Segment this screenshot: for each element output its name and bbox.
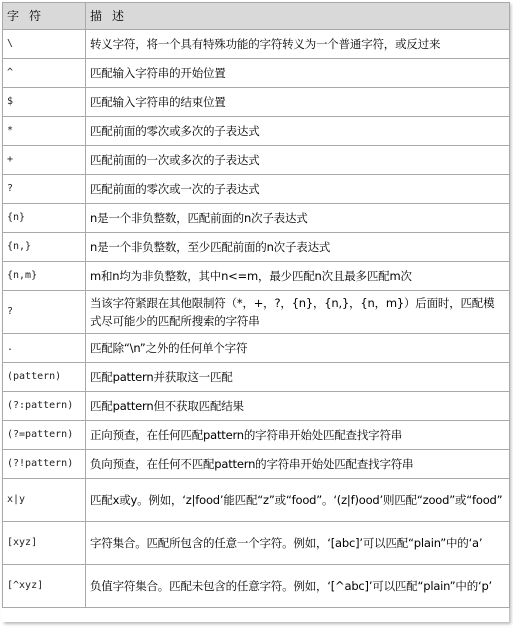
- table-row: [3, 30, 510, 59]
- row-description: 匹配前面的一次或多次的子表达式: [86, 146, 510, 175]
- table-row: [3, 291, 510, 334]
- row-description: n是一个非负整数，至少匹配前面的n次子表达式: [86, 233, 510, 262]
- row-symbol: [xyz]: [3, 522, 86, 565]
- row-description: 匹配pattern并获取这一匹配: [86, 363, 510, 392]
- row-description: 匹配pattern但不获取匹配结果: [86, 392, 510, 421]
- table-row: [3, 233, 510, 262]
- row-symbol: (?=pattern): [3, 421, 86, 450]
- row-description: 匹配输入字符串的结束位置: [86, 88, 510, 117]
- row-description: 负值字符集合。匹配未包含的任意字符。例如，‘[^abc]’可以匹配“plain”中的‘p’: [86, 565, 510, 608]
- row-description: 匹配前面的零次或一次的子表达式: [86, 175, 510, 204]
- table-row: [3, 175, 510, 204]
- header-symbol: 字符: [3, 3, 86, 30]
- row-description: 匹配前面的零次或多次的子表达式: [86, 117, 510, 146]
- table-row: [3, 479, 510, 522]
- table-row: [3, 146, 510, 175]
- row-description: 匹配除“\n”之外的任何单个字符: [86, 334, 510, 363]
- table-row: [3, 204, 510, 233]
- row-description: m和n均为非负整数，其中n<=m，最少匹配n次且最多匹配m次: [86, 262, 510, 291]
- row-symbol: x|y: [3, 479, 86, 522]
- row-symbol: ?: [3, 175, 86, 204]
- row-symbol: *: [3, 117, 86, 146]
- row-symbol: ^: [3, 59, 86, 88]
- row-description: 字符集合。匹配所包含的任意一个字符。例如，‘[abc]’可以匹配“plain”中的‘a’: [86, 522, 510, 565]
- regex-table-frame: [2, 2, 509, 622]
- row-symbol: (?!pattern): [3, 450, 86, 479]
- row-description: 正向预查，在任何匹配pattern的字符串开始处匹配查找字符串: [86, 421, 510, 450]
- table-row: [3, 392, 510, 421]
- row-description: 转义字符，将一个具有特殊功能的字符转义为一个普通字符，或反过来: [86, 30, 510, 59]
- row-symbol: (pattern): [3, 363, 86, 392]
- table-row: [3, 88, 510, 117]
- row-symbol: [^xyz]: [3, 565, 86, 608]
- table-row: [3, 363, 510, 392]
- table-row: [3, 421, 510, 450]
- table-row: [3, 334, 510, 363]
- row-symbol: ?: [3, 291, 86, 334]
- table-row: [3, 522, 510, 565]
- table-row: [3, 262, 510, 291]
- table-row: [3, 117, 510, 146]
- table-row: [3, 565, 510, 608]
- regex-syntax-table: [2, 2, 510, 608]
- row-symbol: {n,m}: [3, 262, 86, 291]
- row-symbol: {n}: [3, 204, 86, 233]
- row-description: n是一个非负整数，匹配前面的n次子表达式: [86, 204, 510, 233]
- header-description: 描述: [86, 3, 510, 30]
- row-description: 匹配x或y。例如，‘z|food’能匹配“z”或“food”。‘(z|f)ood’则匹配“zood”或“food”: [86, 479, 510, 522]
- row-symbol: (?:pattern): [3, 392, 86, 421]
- row-description: 当该字符紧跟在其他限制符（*，+，?，{n}，{n,}，{n，m}）后面时，匹配模式尽可能少的匹配所搜索的字符串: [86, 291, 510, 334]
- row-symbol: {n,}: [3, 233, 86, 262]
- row-description: 匹配输入字符串的开始位置: [86, 59, 510, 88]
- row-symbol: \: [3, 30, 86, 59]
- row-symbol: $: [3, 88, 86, 117]
- table-row: [3, 59, 510, 88]
- table-row: [3, 450, 510, 479]
- table-header-row: [3, 3, 510, 30]
- row-symbol: +: [3, 146, 86, 175]
- row-symbol: .: [3, 334, 86, 363]
- row-description: 负向预查，在任何不匹配pattern的字符串开始处匹配查找字符串: [86, 450, 510, 479]
